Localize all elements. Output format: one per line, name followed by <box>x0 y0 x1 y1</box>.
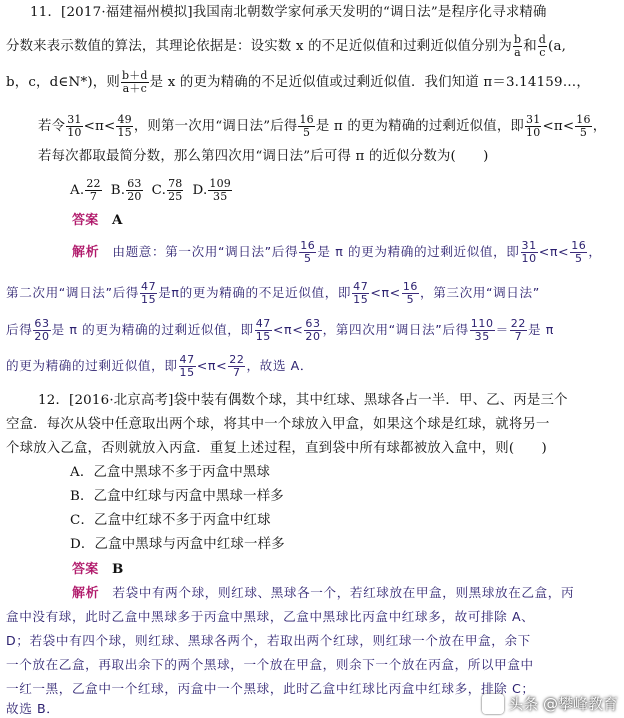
q12-explain-4: 一个放在乙盒，再取出余下的两个黑球，一个放在甲盒，则余下一个放在丙盒，所以甲盒中 <box>6 657 534 672</box>
option-b: B. $\frac{63}{20}$ <box>110 177 142 203</box>
explain-label: 解析 <box>72 245 100 260</box>
explain-label: 解析 <box>72 586 100 601</box>
q12-explain-6: 故选 B． <box>6 701 60 716</box>
answer-label: 答案 <box>72 213 99 228</box>
q11-explain-4: 的更为精确的过剩近似值，即 $\frac{47}{15}$ <π< $\frac{22}{7}$ ，故选 A． <box>6 353 314 379</box>
q12-answer <box>72 560 624 579</box>
q11-explain-3: 后得 $\frac{63}{20}$ 是 π 的更为精确的过剩近似值，即 $\frac{47}{15}$ <π< $\frac{63}{20}$ ，第四次用“调日法”后得 $\frac{110}{35}$ ＝ $\frac{22}{7}$ 是 π <box>6 317 554 343</box>
q12-explain-5: 一红一黑，乙盒中一个红球，丙盒中一个黑球，此时乙盒中红球比丙盒中红球多，排除 C； <box>6 681 535 696</box>
q12-option-a: A．乙盒中黑球不多于丙盒中黑球 <box>70 465 271 480</box>
q12-line-3: 个球放入乙盒，否则就放入丙盒．重复上述过程，直到袋中所有球都被放入盒中，则( ) <box>6 441 547 456</box>
q12-explain-3: D；若袋中有四个球，则红球、黑球各两个，若取出两个红球，则红球一个放在甲盒，余下 <box>6 633 531 648</box>
option-a: A. $\frac{22}{7}$ <box>70 177 101 203</box>
q11-options <box>70 178 624 203</box>
q12-explain-1: 解析 若袋中有两个球，则红球、黑球各一个，若红球放在甲盒，则黑球放在乙盒，丙 <box>72 585 575 601</box>
fraction-d-over-c: $\frac{d}{c}$ <box>538 33 547 59</box>
q12-option-c: C．乙盒中红球不多于丙盒中红球 <box>70 513 271 528</box>
q11-explain-1: 解析 由题意：第一次用“调日法”后得 $\frac{16}{5}$ 是 π 的更为精确的过剩近似值，即 $\frac{31}{10}$ <π< $\frac{16}{5}$ ， <box>72 239 602 265</box>
q11-line-4: 若令 $\frac{31}{10}$ <π< $\frac{49}{15}$ ，则第一次用“调日法”后得 $\frac{16}{5}$ 是 π 的更为精确的过剩近似值，即 $\frac{31}{10}$ <π< $\frac{16}{5}$ ， <box>38 113 607 139</box>
q11-line-5: 若每次都取最简分数，那么第四次用“调日法”后可得 π 的近似分数为( ) <box>38 149 489 164</box>
option-d: D. $\frac{109}{35}$ <box>192 177 232 203</box>
q11-text: 分数来表示数值的算法，其理论依据是：设实数 x 的不足近似值和过剩近似值分别为 <box>6 39 512 54</box>
q12-option-d: D．乙盒中黑球与丙盒中红球一样多 <box>70 537 285 552</box>
answer-value: A <box>112 212 123 228</box>
fraction-bd-over-ac: $\frac{b+d}{a+c}$ <box>121 69 148 95</box>
q11-answer <box>72 211 624 230</box>
q11-line-3: b，c，d∈N*)，则 $\frac{b+d}{a+c}$ 是 x 的更为精确的不足近似值或过剩近似值．我们知道 π＝3.14159…， <box>6 69 590 95</box>
option-c: C. $\frac{78}{25}$ <box>151 177 183 203</box>
answer-value: B <box>112 561 124 577</box>
fraction-b-over-a: $\frac{b}{a}$ <box>513 33 522 59</box>
watermark <box>482 693 618 714</box>
q12-line-1: 12．[2016·北京高考]袋中装有偶数个球，其中红球、黑球各占一半．甲、乙、丙是三个 <box>38 393 568 408</box>
q12-line-2: 空盒．每次从袋中任意取出两个球，将其中一个球放入甲盒，如果这个球是红球，就将另一 <box>6 417 550 432</box>
answer-label: 答案 <box>72 562 99 577</box>
q12-explain-2: 盒中没有球，此时乙盒中黑球多于丙盒中黑球，乙盒中黑球比丙盒中红球多，故可排除 A、 <box>6 609 535 624</box>
q12-option-b: B．乙盒中红球与丙盒中黑球一样多 <box>70 489 284 504</box>
watermark-text: 头条 @攀峰教育 <box>508 695 618 713</box>
q11-line-2: 分数来表示数值的算法，其理论依据是：设实数 x 的不足近似值和过剩近似值分别为 $\frac{b}{a}$ 和 $\frac{d}{c}$ (a, <box>6 33 567 59</box>
q11-explain-2: 第二次用“调日法”后得 $\frac{47}{15}$ 是π的更为精确的不足近似值，即 $\frac{47}{15}$ <π< $\frac{16}{5}$ ，第三次用“调日法” <box>6 280 540 306</box>
q11-line-1: 11．[2017·福建福州模拟]我国南北朝数学家何承天发明的“调日法”是程序化寻求精确 <box>30 5 547 20</box>
toutiao-logo-icon <box>482 694 504 714</box>
